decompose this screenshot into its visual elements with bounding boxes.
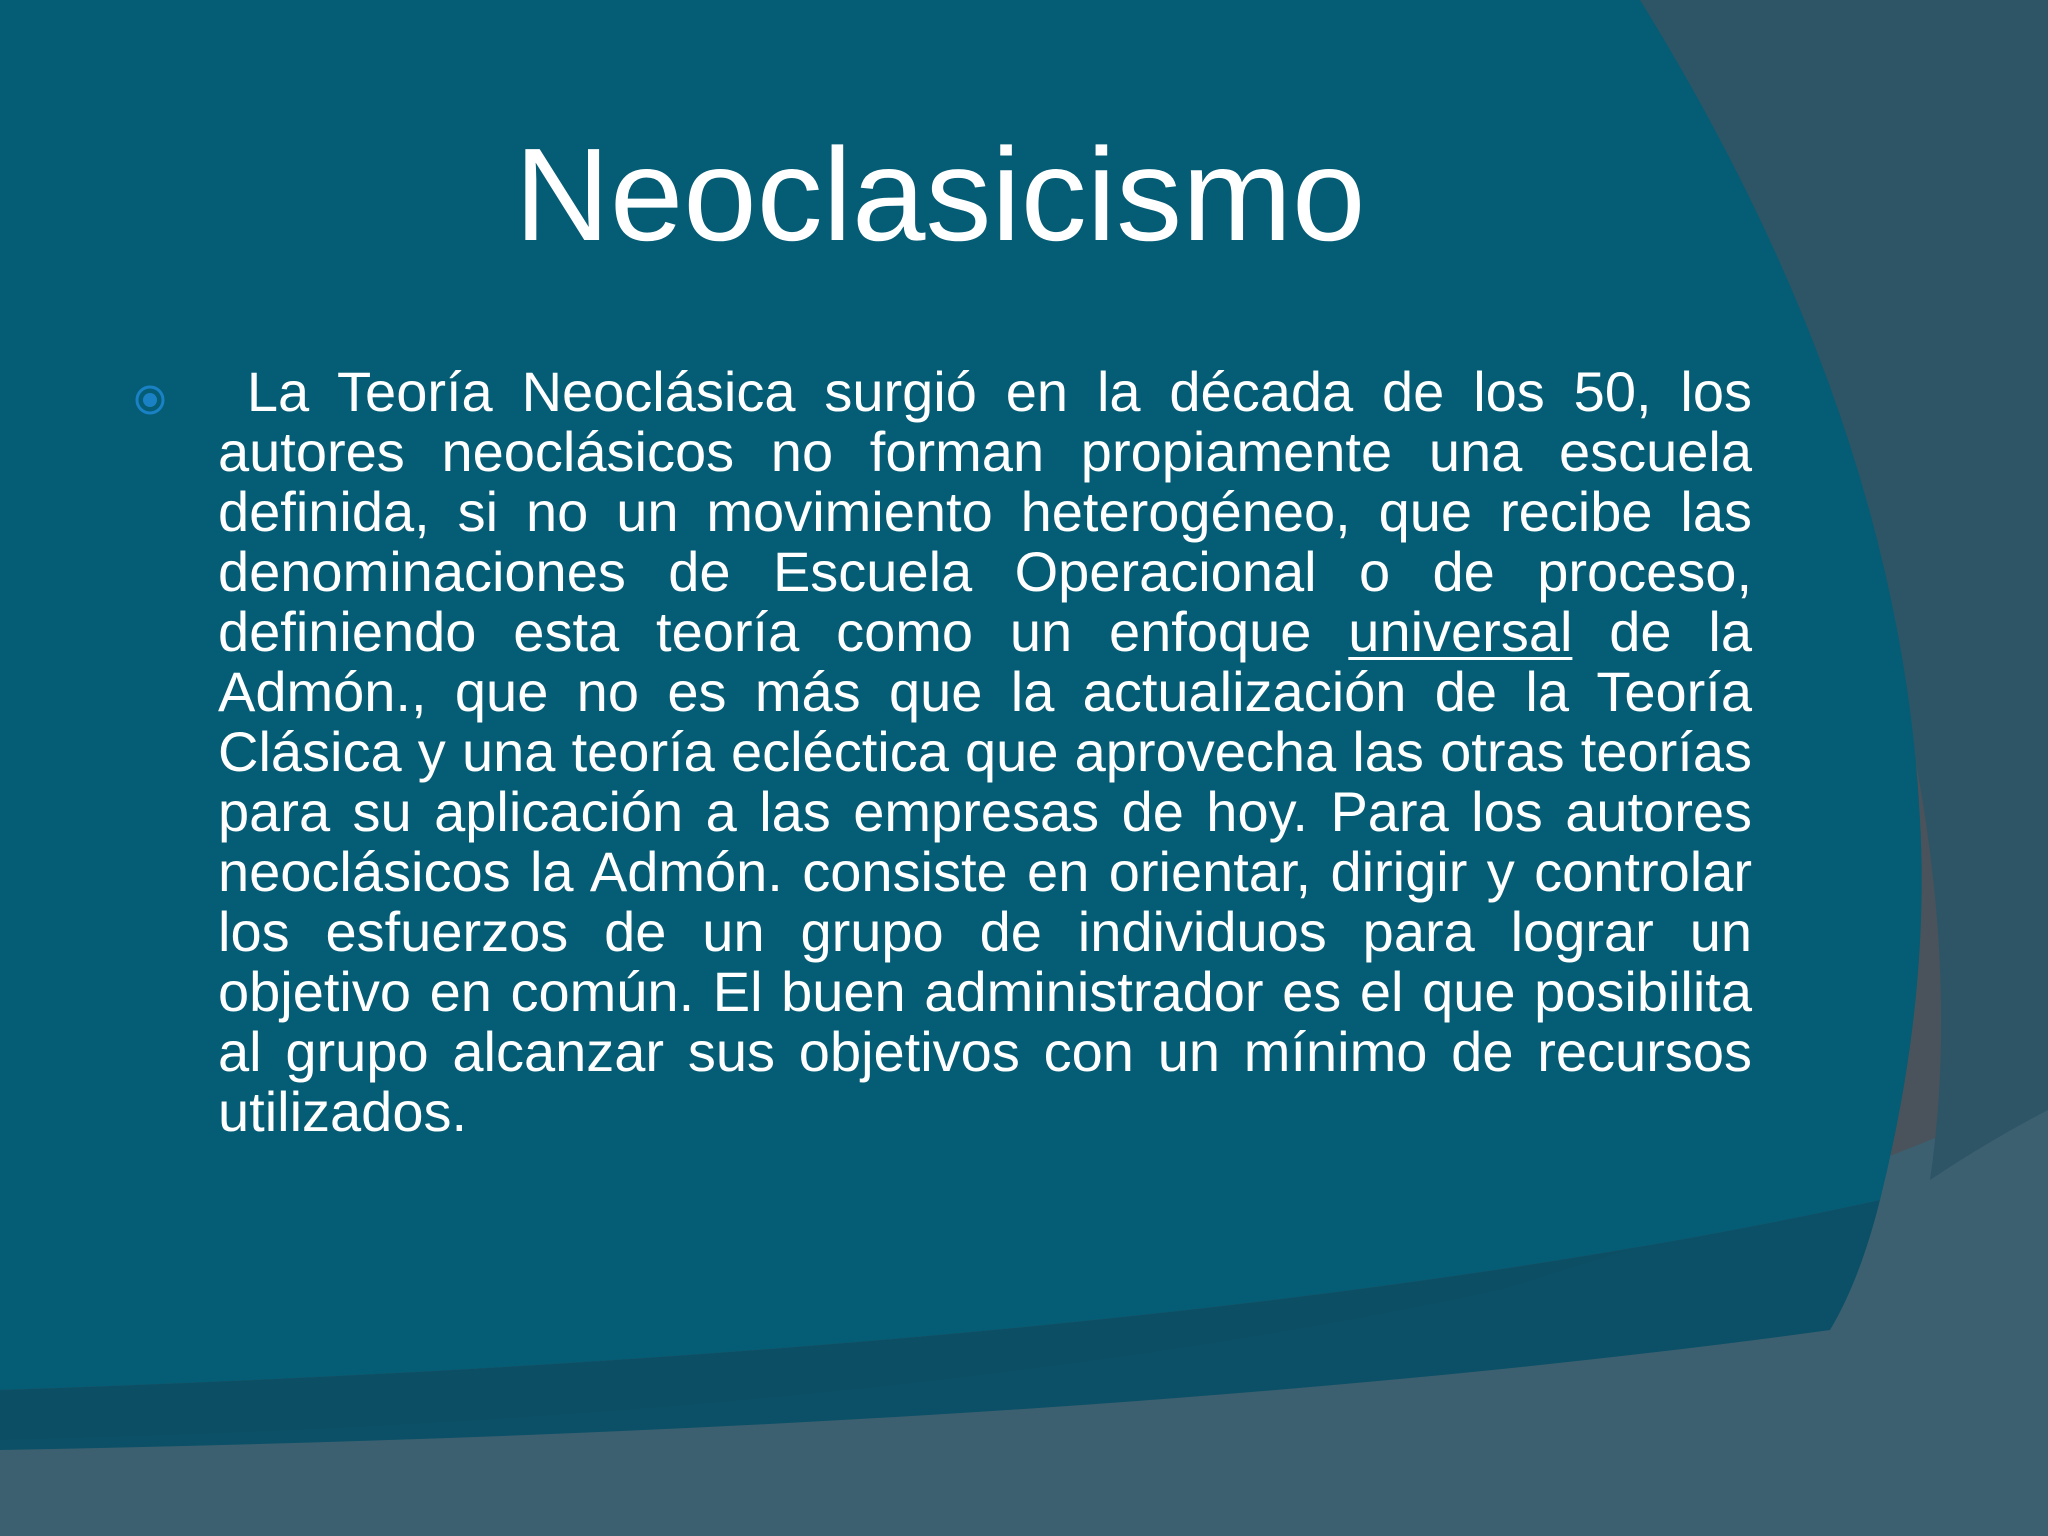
body-text-start: La Teoría Neoclásica surgió en la década de los 50, los autores neoclásicos no forman propiamente una escuela definida, si no un movimiento heterogéneo, que recibe las denominaciones de Escuela Operacional o de proceso, definiendo esta teoría como un enfoque xyxy=(218,360,1752,663)
underlined-word: universal xyxy=(1348,600,1573,663)
body-text-end: de la Admón., que no es más que la actualización de la Teoría Clásica y una teoría ecléctica que aprovecha las otras teorías para su aplicación a las empresas de hoy. Para los autores neoclásicos la Admón. consiste en orientar, dirigir y controlar los esfuerzos de un grupo de individuos para lograr un objetivo en común. El buen administrador es el que posibilita al grupo alcanzar sus objetivos con un mínimo de recursos utilizados. xyxy=(218,600,1752,1143)
slide-title: Neoclasicismo xyxy=(514,121,1366,268)
slide-body-paragraph xyxy=(218,362,1752,1142)
circle-bullet-icon xyxy=(134,384,166,416)
